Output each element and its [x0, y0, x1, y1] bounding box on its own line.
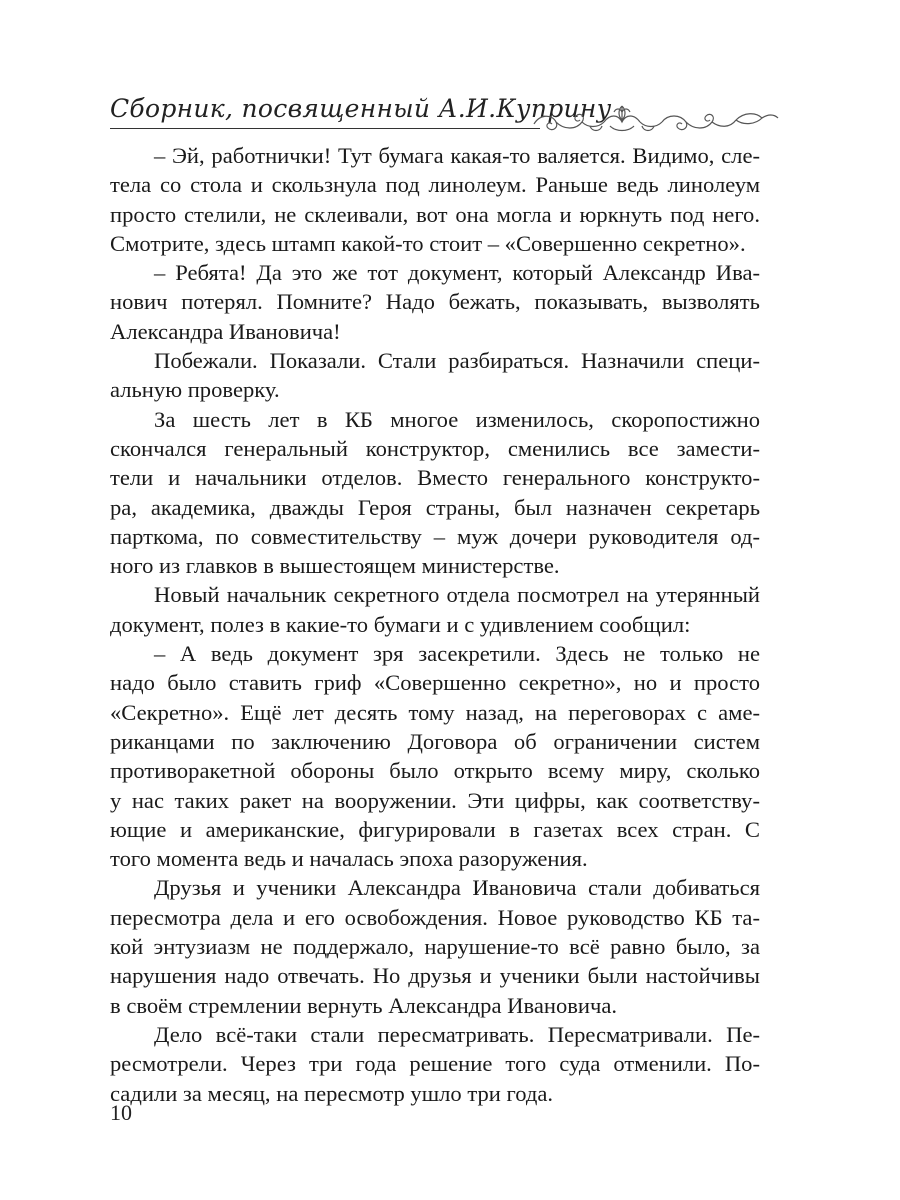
text-line: садили за месяц, на пересмотр ушло три года. [110, 1080, 554, 1106]
paragraph [110, 873, 760, 1019]
text-line: Александра Ивановича! [110, 318, 341, 344]
text-line: Новый начальник секретного отдела посмотрел на утерянный [154, 582, 760, 608]
page-number: 10 [110, 1100, 132, 1125]
text-line: альную проверку. [110, 377, 280, 403]
text-line: надо было ставить гриф «Совершенно секретно», но и просто [110, 670, 760, 696]
text-line: ного из главков в вышестоящем министерстве. [110, 553, 560, 579]
text-line: в своём стремлении вернуть Александра Ивановича. [110, 992, 618, 1018]
paragraph [110, 1020, 760, 1108]
paragraph [110, 346, 760, 405]
text-line: – Эй, работнички! Тут бумага какая-то валяется. Видимо, сле- [154, 143, 760, 168]
text-line: нарушения надо отвечать. Но друзья и ученики были настойчивы [110, 963, 760, 989]
text-line: того момента ведь и началась эпоха разоружения. [110, 846, 588, 872]
text-line: пересмотра дела и его освобождения. Новое руководство КБ та- [110, 904, 760, 930]
text-line: Побежали. Показали. Стали разбираться. Назначили специ- [154, 348, 760, 374]
text-line: – Ребята! Да это же тот документ, который Александр Ива- [154, 260, 760, 286]
text-line: парткома, по совместительству – муж дочери руководителя од- [110, 523, 760, 549]
text-line: Дело всё-таки стали пересматривать. Пересматривали. Пе- [154, 1021, 760, 1047]
text-line: тела со стола и скользнула под линолеум. Раньше ведь линолеум [110, 172, 760, 198]
text-line: у нас таких ракет на вооружении. Эти цифры, как соответству- [110, 787, 760, 813]
text-line: ресмотрели. Через три года решение того суда отменили. По- [110, 1051, 760, 1077]
paragraph [110, 639, 760, 873]
text-line: ра, академика, дважды Героя страны, был назначен секретарь [110, 494, 760, 520]
text-line: тели и начальники отделов. Вместо генерального конструкто- [110, 465, 760, 491]
paragraph [110, 258, 760, 346]
floral-ornament-icon [530, 100, 790, 140]
text-line: – А ведь документ зря засекретили. Здесь не только не [154, 641, 760, 667]
text-line: просто стелили, не склеивали, вот она могла и юркнуть под него. [110, 201, 760, 227]
body-text [110, 141, 760, 1108]
paragraph [110, 141, 760, 258]
text-line: документ, полез в какие-то бумаги и с удивлением сообщил: [110, 611, 691, 637]
text-line: нович потерял. Помните? Надо бежать, показывать, вызволять [110, 289, 760, 315]
text-line: противоракетной обороны было открыто всему миру, сколько [110, 758, 760, 784]
running-header [110, 86, 790, 136]
paragraph [110, 580, 760, 639]
text-line: ющие и американские, фигурировали в газетах всех стран. С [110, 816, 760, 842]
text-line: риканцами по заключению Договора об ограничении систем [110, 728, 760, 754]
text-line: Друзья и ученики Александра Ивановича стали добиваться [154, 875, 760, 901]
text-line: Смотрите, здесь штамп какой-то стоит – «Совершенно секретно». [110, 230, 746, 256]
text-line: «Секретно». Ещё лет десять тому назад, на переговорах с аме- [110, 699, 760, 725]
text-line: скончался генеральный конструктор, сменились все замести- [110, 435, 760, 461]
paragraph [110, 405, 760, 581]
header-rule [110, 128, 540, 129]
header-title: Сборник, посвященный А.И.Куприну [110, 94, 612, 123]
text-line: кой энтузиазм не поддержало, нарушение-то всё равно было, за [110, 934, 760, 960]
text-line: За шесть лет в КБ многое изменилось, скоропостижно [154, 406, 760, 432]
